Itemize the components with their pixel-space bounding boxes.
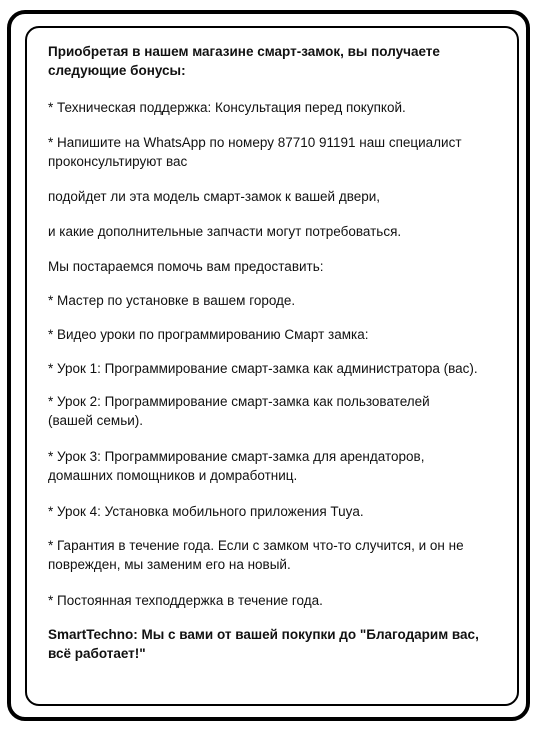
fit-text: подойдет ли эта модель смарт-замок к вашей двери, xyxy=(48,189,381,204)
intro-text: Приобретая в нашем магазине смарт-замок, вы получаете следующие бонусы: xyxy=(48,44,440,78)
lesson4-text: * Урок 4: Установка мобильного приложения Tuya. xyxy=(48,504,364,519)
lesson1-text: * Урок 1: Программирование смарт-замка как администратора (вас). xyxy=(48,361,478,376)
lesson2-text: * Урок 2: Программирование смарт-замка как пользователей (вашей семьи). xyxy=(48,394,430,428)
master-text: * Мастер по установке в вашем городе. xyxy=(48,293,296,308)
warranty-text: * Гарантия в течение года. Если с замком что-то случится, и он не поврежден, мы заменим его на новый. xyxy=(48,538,464,572)
help-text: Мы постараемся помочь вам предоставить: xyxy=(48,259,324,274)
lesson3-text: * Урок 3: Программирование смарт-замка для арендаторов, домашних помощников и домработниц. xyxy=(48,449,425,483)
constant-support-text: * Постоянная техподдержка в течение года. xyxy=(48,593,323,608)
parts-text: и какие дополнительные запчасти могут потребоваться. xyxy=(48,224,402,239)
closing-text: SmartTechno: Мы с вами от вашей покупки до "Благодарим вас, всё работает!" xyxy=(48,627,479,661)
support-text: * Техническая поддержка: Консультация перед покупкой. xyxy=(48,100,406,115)
video-text: * Видео уроки по программированию Смарт замка: xyxy=(48,327,369,342)
whatsapp-text: * Напишите на WhatsApp по номеру 87710 91191 наш специалист проконсультируют вас xyxy=(48,135,462,169)
